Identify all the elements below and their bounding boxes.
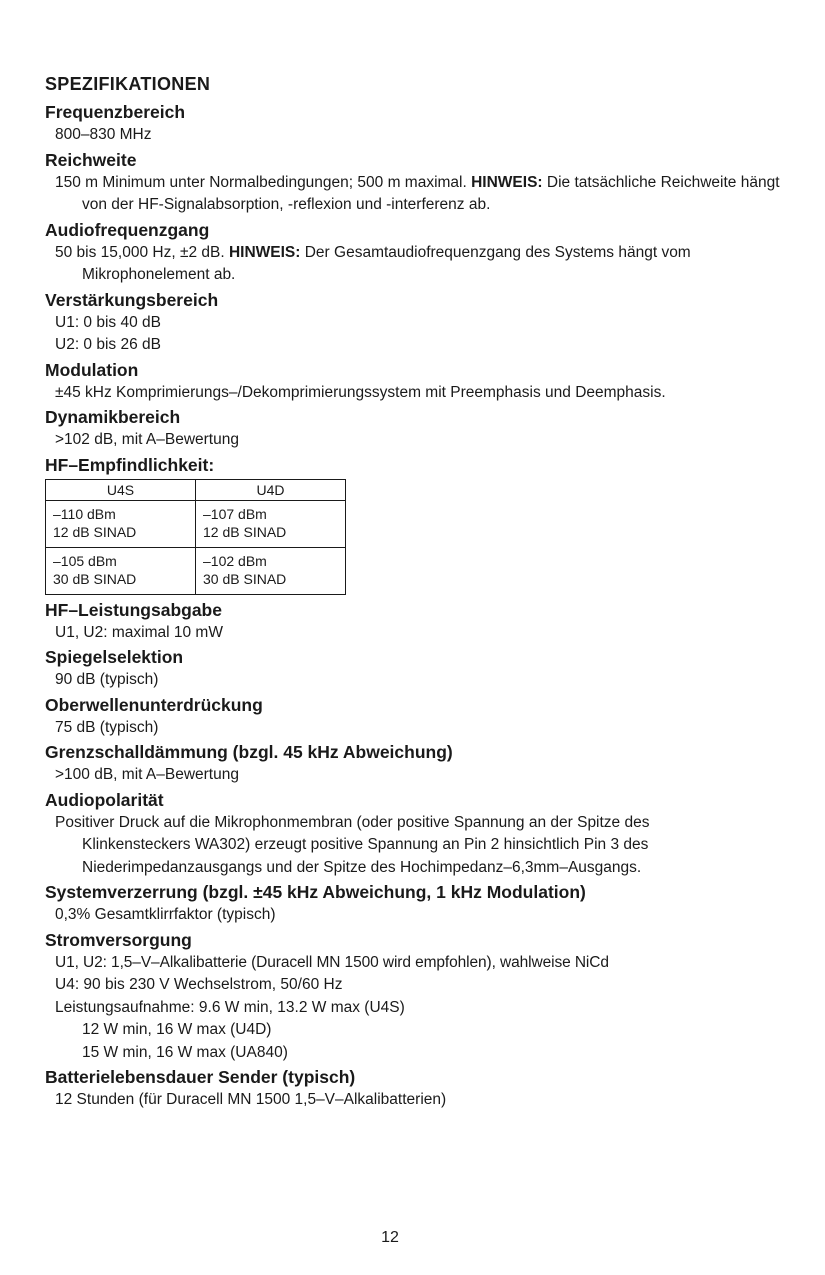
cell-value: 12 dB SINAD — [203, 523, 287, 540]
desc-hf-leistungsabgabe: U1, U2: maximal 10 mW — [55, 623, 223, 641]
table-cell — [196, 547, 346, 594]
page-title: SPEZIFIKATIONEN — [45, 74, 211, 94]
term-spiegelselektion: Spiegelselektion — [45, 647, 184, 667]
table-header-u4d: U4D — [196, 479, 346, 500]
rf-sensitivity-table — [45, 479, 346, 595]
desc-power-u1u2: U1, U2: 1,5–V–Alkalibatterie (Duracell MN 1500 wird empfohlen), wahlweise NiCd — [55, 953, 609, 971]
desc-modulation: ±45 kHz Komprimierungs–/Dekomprimierungssystem mit Preemphasis und Deemphasis. — [55, 383, 666, 401]
term-batterielebensdauer: Batterielebensdauer Sender (typisch) — [45, 1067, 356, 1087]
table-cell — [46, 547, 196, 594]
desc-audiopolaritaet: Positiver Druck auf die Mikrophonmembran (oder positive Spannung an der Spitze des Klinkensteckers WA302) erzeugt positive Spannung an Pin 2 hinsichtlich Pin 3 des Niederimpedanzausgangs und der Spitze des Hochimpedanz–6,3mm–Ausgangs. — [55, 813, 650, 876]
term-frequenzbereich: Frequenzbereich — [45, 102, 186, 122]
cell-value: 30 dB SINAD — [203, 570, 287, 587]
desc-audio-text: 50 bis 15,000 Hz, ±2 dB. — [55, 243, 225, 261]
desc-frequenzbereich: 800–830 MHz — [55, 126, 152, 143]
desc-reichweite-text: 150 m Minimum unter Normalbedingungen; 500 m maximal. — [55, 173, 467, 191]
desc-audiofrequenzgang — [55, 242, 785, 287]
term-dynamikbereich: Dynamikbereich — [45, 407, 181, 427]
desc-power-consumption: Leistungsaufnahme: 9.6 W min, 13.2 W max (U4S) — [55, 998, 405, 1016]
desc-reichweite-note: Die tatsächliche Reichweite hängt von der HF-Signalabsorption, -reflexion und -interferenz ab. — [82, 173, 780, 213]
desc-systemverzerrung: 0,3% Gesamtklirrfaktor (typisch) — [55, 906, 276, 923]
desc-gain-u2: U2: 0 bis 26 dB — [55, 336, 161, 353]
table-cell — [196, 500, 346, 547]
desc-spiegelselektion: 90 dB (typisch) — [55, 671, 159, 688]
spec-page — [45, 72, 785, 1114]
cell-value: –105 dBm — [53, 552, 117, 569]
note-label: HINWEIS: — [471, 173, 543, 191]
cell-value: 30 dB SINAD — [53, 570, 137, 587]
desc-grenzschalldaemmung: >100 dB, mit A–Bewertung — [55, 766, 239, 783]
desc-power-u4: U4: 90 bis 230 V Wechselstrom, 50/60 Hz — [55, 976, 343, 993]
term-systemverzerrung: Systemverzerrung (bzgl. ±45 kHz Abweichung, 1 kHz Modulation) — [45, 882, 586, 902]
page-number: 12 — [381, 1229, 399, 1246]
desc-gain-u1: U1: 0 bis 40 dB — [55, 313, 161, 331]
desc-batterielebensdauer: 12 Stunden (für Duracell MN 1500 1,5–V–Alkalibatterien) — [55, 1091, 447, 1108]
term-audiofrequenzgang: Audiofrequenzgang — [45, 219, 210, 240]
term-modulation: Modulation — [45, 359, 139, 380]
desc-dynamikbereich: >102 dB, mit A–Bewertung — [55, 431, 239, 448]
cell-value: –110 dBm — [53, 505, 116, 522]
term-verstaerkungsbereich: Verstärkungsbereich — [45, 289, 219, 310]
desc-oberwellenunterdrueckung: 75 dB (typisch) — [55, 718, 159, 736]
table-header-u4s: U4S — [46, 479, 196, 500]
term-reichweite: Reichweite — [45, 149, 137, 170]
term-audiopolaritaet: Audiopolarität — [45, 789, 164, 810]
desc-reichweite — [55, 172, 785, 217]
term-hf-leistungsabgabe: HF–Leistungsabgabe — [45, 599, 222, 620]
table-row — [46, 500, 346, 547]
term-oberwellenunterdrueckung: Oberwellenunterdrückung — [45, 694, 263, 715]
desc-audio-note: Der Gesamtaudiofrequenzgang des Systems hängt vom Mikrophonelement ab. — [82, 243, 691, 283]
term-stromversorgung: Stromversorgung — [45, 929, 192, 950]
term-hf-empfindlichkeit: HF–Empfindlichkeit: — [45, 454, 215, 475]
note-label: HINWEIS: — [228, 243, 301, 261]
desc-power-ua840: 15 W min, 16 W max (UA840) — [82, 1043, 288, 1061]
cell-value: 12 dB SINAD — [53, 523, 137, 540]
term-grenzschalldaemmung: Grenzschalldämmung (bzgl. 45 kHz Abweichung) — [45, 742, 453, 762]
table-header-row — [46, 479, 346, 500]
table-row — [46, 547, 346, 594]
table-cell — [46, 500, 196, 547]
desc-power-u4d: 12 W min, 16 W max (U4D) — [82, 1021, 272, 1038]
cell-value: –102 dBm — [203, 552, 267, 569]
cell-value: –107 dBm — [203, 505, 267, 522]
